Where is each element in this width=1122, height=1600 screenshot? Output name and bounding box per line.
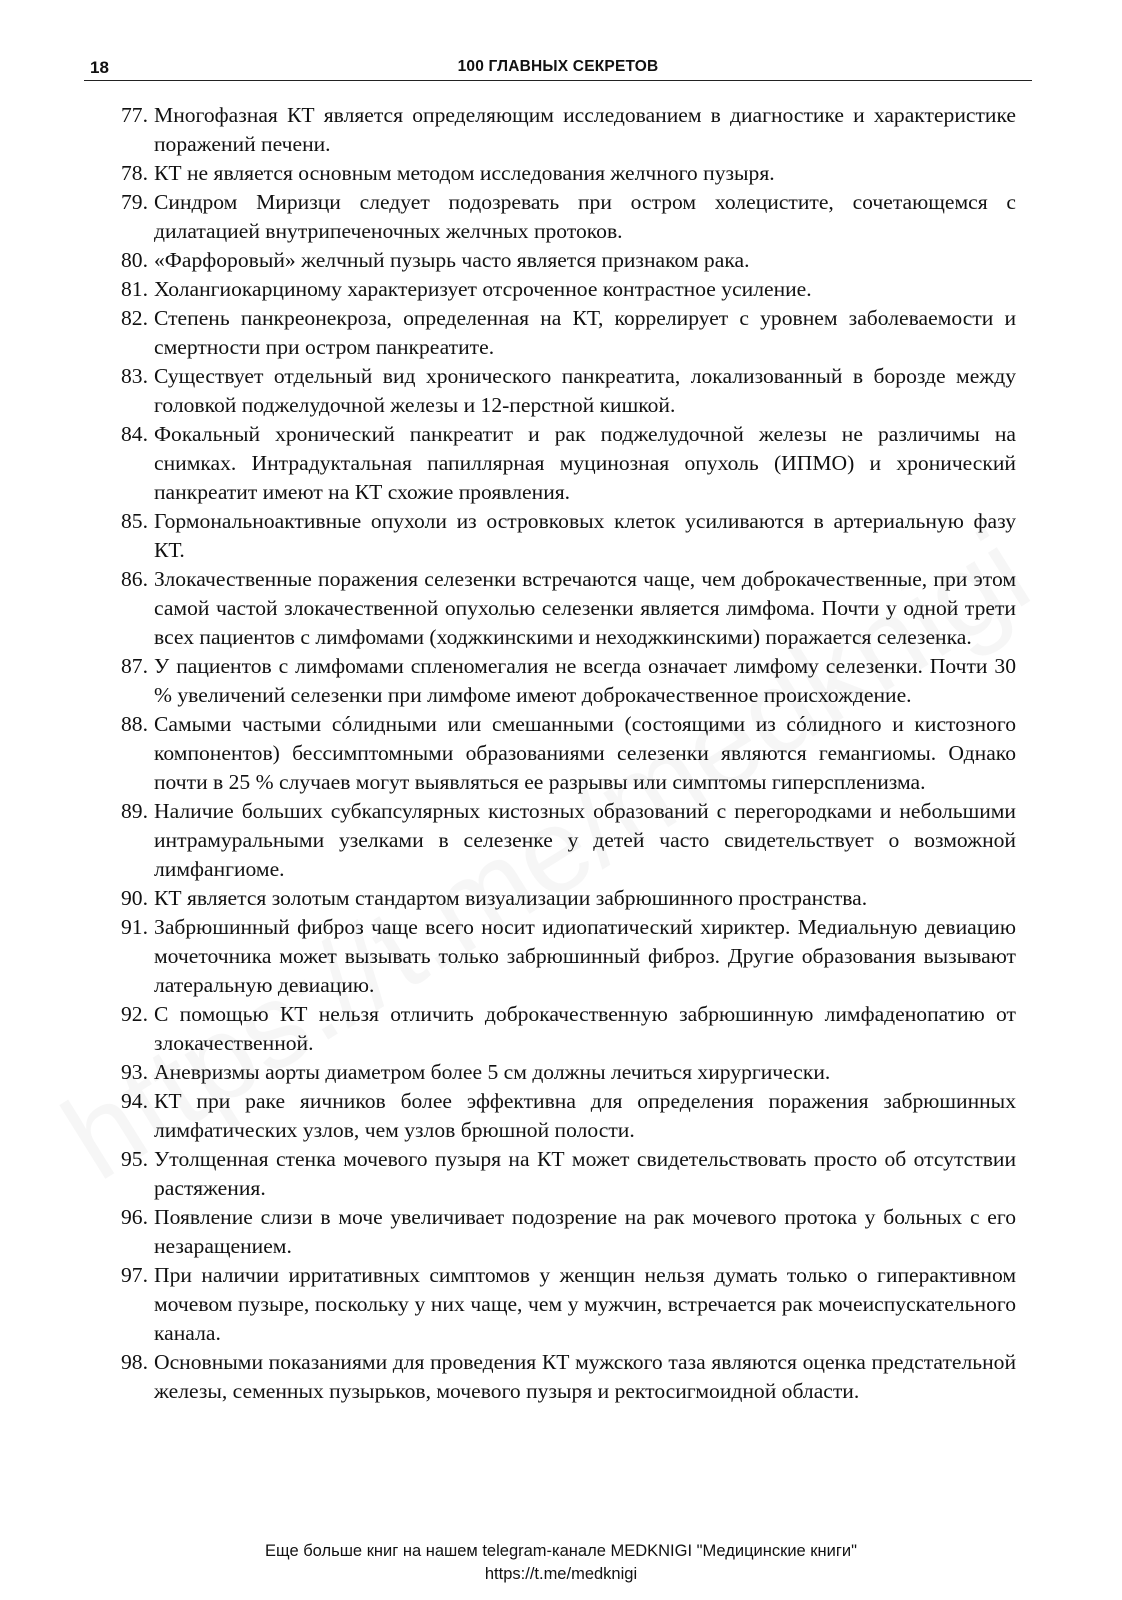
list-item (102, 159, 1016, 188)
list-item-number: 93. (121, 1060, 148, 1084)
list-item-number: 82. (121, 306, 148, 330)
list-item (102, 246, 1016, 275)
list-item-text: Многофазная КТ является определяющим исследованием в диагностике и характеристике поражений печени. (154, 103, 1016, 156)
list-item-text: Фокальный хронический панкреатит и рак поджелудочной железы не различимы на снимках. Интрадуктальная папиллярная муцинозная опухоль (ИПМО) и хронический панкреатит имеют на КТ схожие проявления. (154, 422, 1016, 504)
list-item-text: Аневризмы аорты диаметром более 5 см должны лечиться хирургически. (154, 1060, 831, 1084)
list-item (102, 710, 1016, 797)
list-item (102, 101, 1016, 159)
list-item-text: Наличие больших субкапсулярных кистозных образований с перегородками и небольшими интрамуральными узелками в селезенке у детей часто свидетельствует о возможной лимфангиоме. (154, 799, 1016, 881)
list-item (102, 797, 1016, 884)
list-item (102, 652, 1016, 710)
list-item-number: 85. (121, 509, 148, 533)
list-item-number: 77. (121, 103, 148, 127)
list-item-number: 86. (121, 567, 148, 591)
list-item-number: 80. (121, 248, 148, 272)
list-item (102, 304, 1016, 362)
list-item-text: Холангиокарциному характеризует отсроченное контрастное усиление. (154, 277, 812, 301)
list-item (102, 913, 1016, 1000)
list-item-text: Степень панкреонекроза, определенная на КТ, коррелирует с уровнем заболеваемости и смертности при остром панкреатите. (154, 306, 1016, 359)
list-item-text: Синдром Миризци следует подозревать при остром холецистите, сочетающемся с дилатацией внутрипеченочных желчных протоков. (154, 190, 1016, 243)
list-item (102, 507, 1016, 565)
numbered-list (102, 101, 1016, 1406)
list-item-text: При наличии ирритативных симптомов у женщин нельзя думать только о гиперактивном мочевом пузыре, поскольку у них чаще, чем у мужчин, встречается рак мочеиспускательного канала. (154, 1263, 1016, 1345)
list-item-number: 81. (121, 277, 148, 301)
list-item-number: 89. (121, 799, 148, 823)
list-item (102, 1203, 1016, 1261)
list-item-number: 88. (121, 712, 148, 736)
list-item-text: Появление слизи в моче увеличивает подозрение на рак мочевого протока у больных с его незаращением. (154, 1205, 1016, 1258)
list-item-number: 79. (121, 190, 148, 214)
list-item-text: Утолщенная стенка мочевого пузыря на КТ может свидетельствовать просто об отсутствии растяжения. (154, 1147, 1016, 1200)
list-item-number: 97. (121, 1263, 148, 1287)
list-item (102, 1000, 1016, 1058)
list-item-text: Забрюшинный фиброз чаще всего носит идиопатический хириктер. Медиальную девиацию мочеточника может вызывать только забрюшинный фиброз. Другие образования вызывают латеральную девиацию. (154, 915, 1016, 997)
list-item-text: КТ не является основным методом исследования желчного пузыря. (154, 161, 775, 185)
list-item (102, 420, 1016, 507)
page-header (84, 58, 1032, 81)
list-item (102, 275, 1016, 304)
footer-link[interactable]: https://t.me/medknigi (484, 1565, 638, 1583)
list-item (102, 1145, 1016, 1203)
list-item (102, 1058, 1016, 1087)
list-item (102, 1261, 1016, 1348)
list-item-number: 84. (121, 422, 148, 446)
list-item (102, 1087, 1016, 1145)
list-item (102, 884, 1016, 913)
list-item-number: 94. (121, 1089, 148, 1113)
list-item-text: У пациентов с лимфомами спленомегалия не всегда означает лимфому селезенки. Почти 30 % увеличений селезенки при лимфоме имеют доброкачественное происхождение. (154, 654, 1016, 707)
list-item-number: 98. (121, 1350, 148, 1374)
footer-promo-text: Еще больше книг на нашем telegram-канале MEDKNIGI "Медицинские книги" (265, 1542, 857, 1560)
list-item-number: 95. (121, 1147, 148, 1171)
list-item-number: 83. (121, 364, 148, 388)
list-item (102, 565, 1016, 652)
list-item-text: С помощью КТ нельзя отличить доброкачественную забрюшинную лимфаденопатию от злокачественной. (154, 1002, 1016, 1055)
list-item-text: Самыми частыми сóлидными или смешанными (состоящими из сóлидного и кистозного компонентов) бессимптомными образованиями селезенки являются гемангиомы. Однако почти в 25 % случаев могут выявляться ее разрывы или симптомы гиперспленизма. (154, 712, 1016, 794)
list-item-number: 78. (121, 161, 148, 185)
list-item-text: КТ является золотым стандартом визуализации забрюшинного пространства. (154, 886, 868, 910)
list-item-text: «Фарфоровый» желчный пузырь часто является признаком рака. (154, 248, 750, 272)
list-item-number: 87. (121, 654, 148, 678)
list-item-text: Основными показаниями для проведения КТ мужского таза являются оценка предстательной железы, семенных пузырьков, мочевого пузыря и ректосигмоидной области. (154, 1350, 1016, 1403)
list-item (102, 362, 1016, 420)
list-item-number: 96. (121, 1205, 148, 1229)
list-item-number: 90. (121, 886, 148, 910)
list-item-text: КТ при раке яичников более эффективна для определения поражения забрюшинных лимфатических узлов, чем узлов брюшной полости. (154, 1089, 1016, 1142)
list-item (102, 1348, 1016, 1406)
page-number: 18 (90, 58, 109, 77)
list-item-text: Злокачественные поражения селезенки встречаются чаще, чем доброкачественные, при этом самой частой злокачественной опухолью селезенки является лимфома. Почти у одной трети всех пациентов с лимфомами (ходжкинскими и неходжкинскими) поражается селезенка. (154, 567, 1016, 649)
list-item-text: Существует отдельный вид хронического панкреатита, локализованный в борозде между головкой поджелудочной железы и 12-перстной кишкой. (154, 364, 1016, 417)
list-item-text: Гормональноактивные опухоли из островковых клеток усиливаются в артериальную фазу КТ. (154, 509, 1016, 562)
list-item (102, 188, 1016, 246)
running-title: 100 ГЛАВНЫХ СЕКРЕТОВ (457, 58, 659, 75)
list-item-number: 91. (121, 915, 148, 939)
list-item-number: 92. (121, 1002, 148, 1026)
